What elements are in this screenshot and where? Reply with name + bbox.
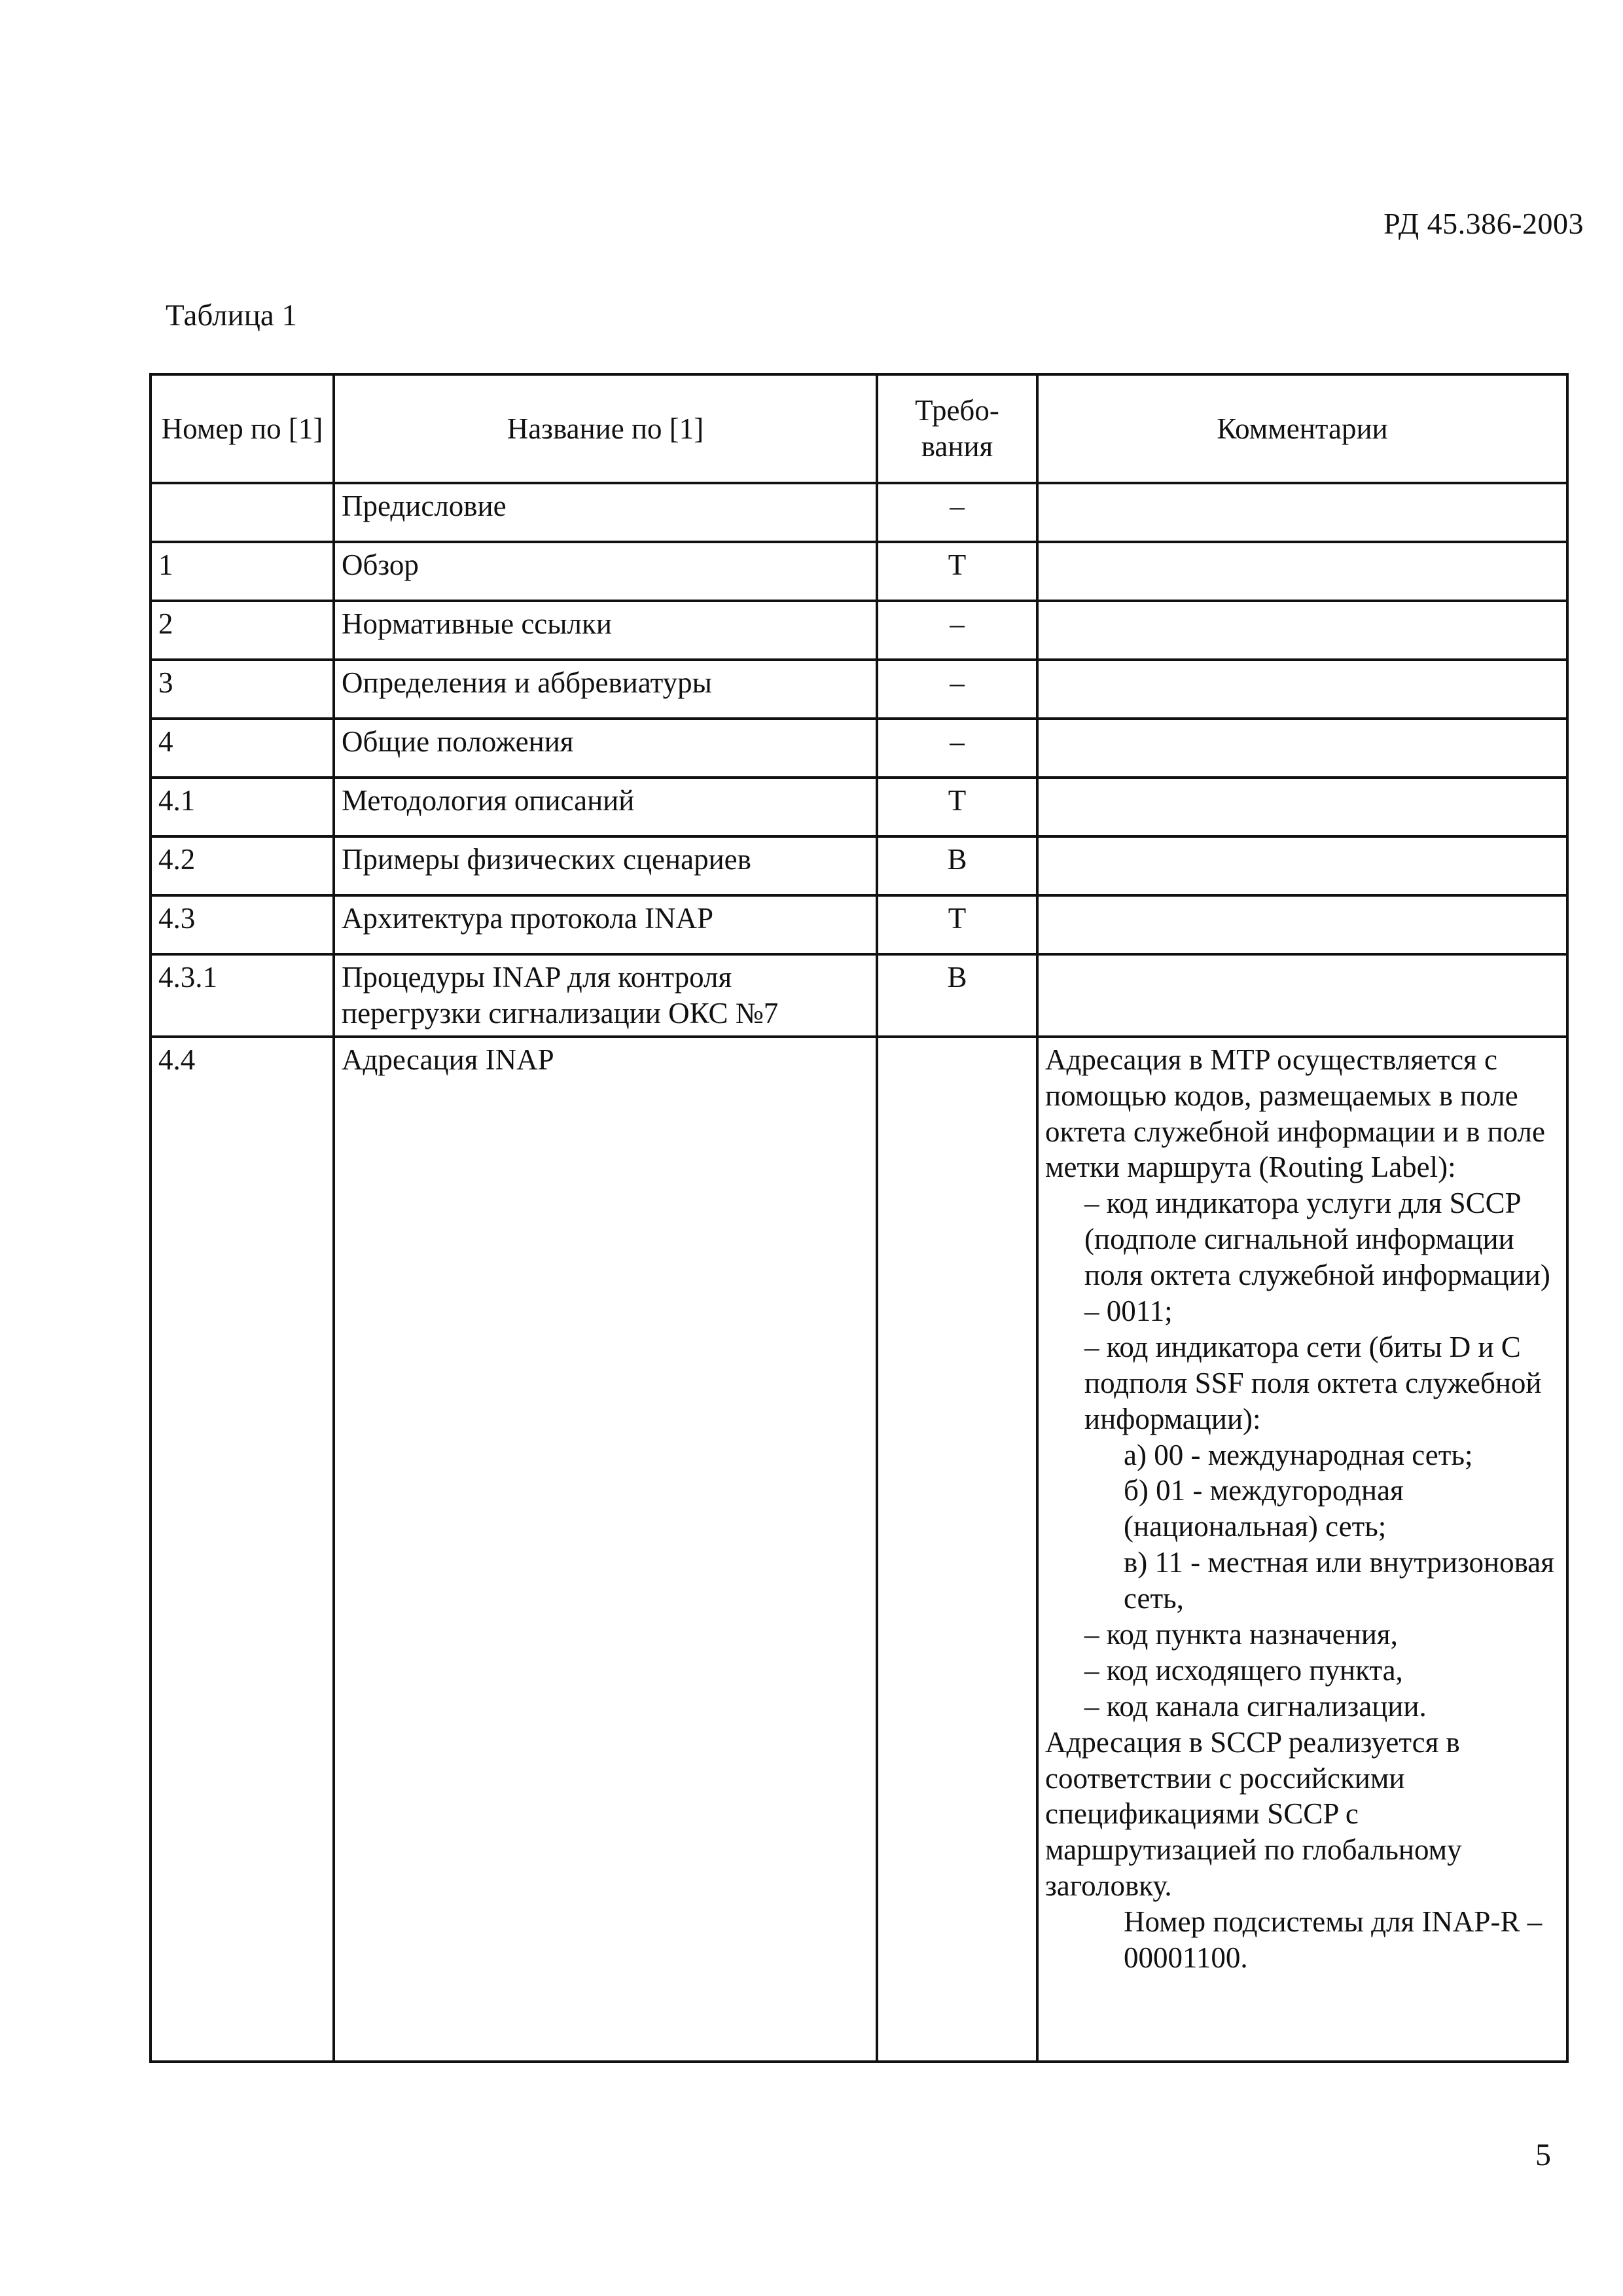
row-name: Нормативные ссылки — [334, 601, 877, 660]
comment-sub-item: в) 11 - местная или внутризоновая сеть, — [1124, 1546, 1554, 1615]
row-comment — [1037, 483, 1567, 542]
row-comment — [1037, 778, 1567, 836]
comment-paragraph: Адресация в MTP осуществляется с помощью кодов, размещаемых в поле октета служебной информации и в поле метки маршрута (Routing Label): — [1045, 1043, 1545, 1184]
row-requirement: – — [877, 601, 1037, 660]
table-row — [151, 660, 1567, 719]
row-requirement: В — [877, 954, 1037, 1037]
row-number: 4.3.1 — [151, 954, 334, 1037]
row-requirement: Т — [877, 778, 1037, 836]
row-name: Архитектура протокола INAP — [334, 895, 877, 954]
row-number: 4.3 — [151, 895, 334, 954]
row-requirement: В — [877, 836, 1037, 895]
row-name: Общие положения — [334, 719, 877, 778]
row-requirement: – — [877, 483, 1037, 542]
table-caption: Таблица 1 — [166, 298, 298, 332]
table-header-row — [151, 374, 1567, 483]
row-requirement: – — [877, 719, 1037, 778]
table-row — [151, 954, 1567, 1037]
row-number: 4.2 — [151, 836, 334, 895]
comment-paragraph: Адресация в SCCP реализуется в соответствии с российскими спецификациями SCCP с маршрутизацией по глобальному заголовку. — [1045, 1725, 1462, 1903]
table-row — [151, 542, 1567, 601]
row-requirement — [877, 1037, 1037, 2062]
comment-list-item: – код исходящего пункта, — [1084, 1653, 1403, 1687]
row-requirement: – — [877, 660, 1037, 719]
page-number: 5 — [1535, 2138, 1551, 2172]
row-comment — [1037, 1037, 1567, 2062]
header-name: Название по [1] — [334, 374, 877, 483]
comment-paragraph: Номер подсистемы для INAP-R – 00001100. — [1124, 1905, 1543, 1975]
table-row — [151, 895, 1567, 954]
row-number: 3 — [151, 660, 334, 719]
comment-list-item: – код пункта назначения, — [1084, 1618, 1398, 1651]
comment-sub-item: а) 00 - международная сеть; — [1124, 1438, 1473, 1471]
row-name: Определения и аббревиатуры — [334, 660, 877, 719]
row-number: 4 — [151, 719, 334, 778]
requirements-table — [149, 373, 1569, 2063]
row-name: Обзор — [334, 542, 877, 601]
document-code: РД 45.386-2003 — [1383, 207, 1584, 240]
table-row — [151, 483, 1567, 542]
row-name: Процедуры INAP для контроля перегрузки сигнализации ОКС №7 — [334, 954, 877, 1037]
row-comment — [1037, 836, 1567, 895]
table-row — [151, 836, 1567, 895]
row-comment — [1037, 542, 1567, 601]
row-number: 4.4 — [151, 1037, 334, 2062]
row-number: 2 — [151, 601, 334, 660]
row-number: 4.1 — [151, 778, 334, 836]
row-name: Методология описаний — [334, 778, 877, 836]
comment-list-item: – код индикатора сети (биты D и C подполя SSF поля октета служебной информации): — [1084, 1330, 1542, 1435]
row-comment — [1037, 660, 1567, 719]
table-row — [151, 778, 1567, 836]
row-name: Примеры физических сценариев — [334, 836, 877, 895]
table-row — [151, 1037, 1567, 2062]
comment-sub-item: б) 01 - междугородная (национальная) сеть; — [1124, 1474, 1404, 1543]
row-comment — [1037, 601, 1567, 660]
row-requirement: Т — [877, 895, 1037, 954]
row-comment — [1037, 895, 1567, 954]
comment-list-item: – код индикатора услуги для SCCP (подполе сигнальной информации поля октета служебной информации) – 0011; — [1084, 1187, 1550, 1328]
row-name: Предисловие — [334, 483, 877, 542]
table-row — [151, 719, 1567, 778]
row-requirement: Т — [877, 542, 1037, 601]
row-number: 1 — [151, 542, 334, 601]
header-comments: Комментарии — [1037, 374, 1567, 483]
row-name: Адресация INAP — [334, 1037, 877, 2062]
comment-list-item: – код канала сигнализации. — [1084, 1689, 1427, 1723]
row-comment — [1037, 954, 1567, 1037]
table-row — [151, 601, 1567, 660]
header-number: Номер по [1] — [151, 374, 334, 483]
header-requirements: Требо-вания — [877, 374, 1037, 483]
table-body — [151, 483, 1567, 2062]
row-comment — [1037, 719, 1567, 778]
row-number — [151, 483, 334, 542]
